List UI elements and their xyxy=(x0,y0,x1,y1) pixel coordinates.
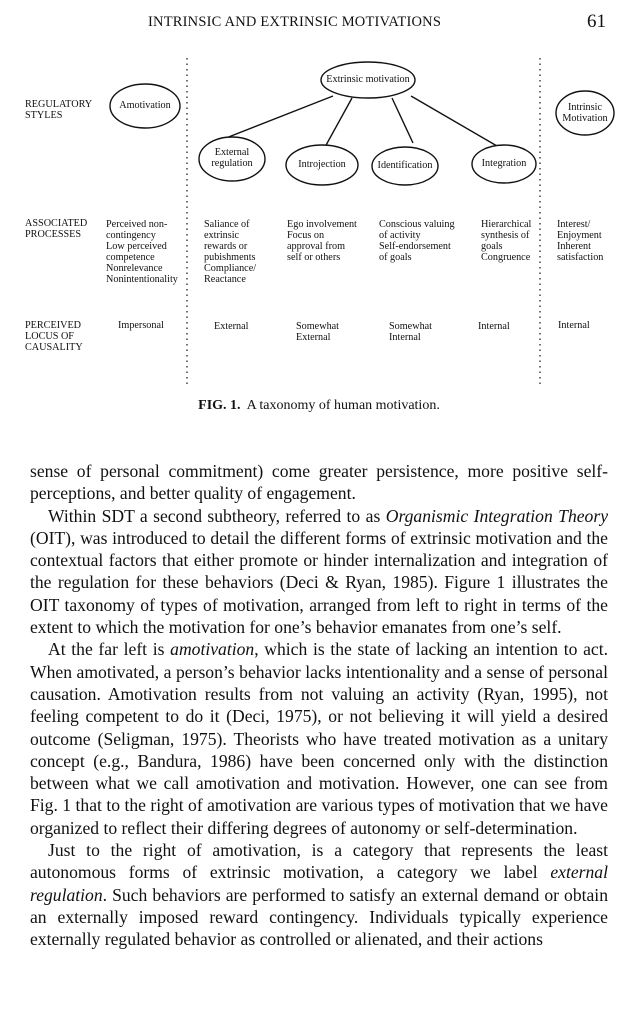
locus-amotivation: Impersonal xyxy=(118,320,164,331)
row-label-perceived-locus: PERCEIVED LOCUS OF CAUSALITY xyxy=(25,320,83,353)
node-external-label: External regulation xyxy=(211,147,253,169)
node-amotivation-label: Amotivation xyxy=(119,100,171,111)
paragraph-2-start: Within SDT a second subtheory, referred to as xyxy=(48,505,386,526)
paragraph-2 xyxy=(30,505,608,639)
paragraph-4-rest: . Such behaviors are performed to satisfy an external demand or obtain an externally imposed reward contingency. Individuals typically experience externally regulated behavior as controlled or alienated, and their actions xyxy=(30,884,608,950)
paragraph-3 xyxy=(30,638,608,839)
connector-identification xyxy=(392,98,413,143)
body-text xyxy=(30,460,608,951)
process-amotivation: Perceived non- contingency Low perceived competence Nonrelevance Nonintentionality xyxy=(106,219,178,285)
paragraph-2-rest: (OIT), was introduced to detail the different forms of extrinsic motivation and the contextual factors that either promote or hinder internalization and integration of the regulation for these behaviors (Deci & Ryan, 1985). Figure 1 illustrates the OIT taxonomy of types of motivation, arranged from left to right in terms of the extent to which the motivation for one’s behavior emanates from one’s self. xyxy=(30,527,608,638)
running-header xyxy=(0,11,638,38)
process-identification: Conscious valuing of activity Self-endorsement of goals xyxy=(379,219,455,263)
running-title: INTRINSIC AND EXTRINSIC MOTIVATIONS xyxy=(148,14,442,30)
figure-caption xyxy=(0,398,638,414)
locus-external: External xyxy=(214,321,249,332)
process-integration: Hierarchical synthesis of goals Congruence xyxy=(481,219,532,263)
paragraph-1: sense of personal commitment) come greater persistence, more positive self-perceptions, and better quality of engagement. xyxy=(30,461,608,504)
node-integration-label: Integration xyxy=(481,158,527,169)
paragraph-3-term: amotivation xyxy=(170,639,255,660)
node-identification-label: Identification xyxy=(377,160,433,171)
paragraph-3-start: At the far left is xyxy=(48,639,171,660)
process-introjection: Ego involvement Focus on approval from self or others xyxy=(287,219,357,263)
process-intrinsic: Interest/ Enjoyment Inherent satisfaction xyxy=(557,219,604,263)
connector-integration xyxy=(411,96,497,146)
node-extrinsic-label: Extrinsic motivation xyxy=(326,74,410,85)
row-label-associated-processes: ASSOCIATED PROCESSES xyxy=(25,218,88,240)
page-number: 61 xyxy=(587,11,606,32)
paragraph-4-start: Just to the right of amotivation, is a category that represents the least autonomous forms of extrinsic motivation, a category we label xyxy=(30,840,608,883)
paragraph-4 xyxy=(30,839,608,950)
locus-intrinsic: Internal xyxy=(558,320,590,331)
node-introjection-label: Introjection xyxy=(298,159,346,170)
paragraph-2-term: Organismic Integration Theory xyxy=(385,505,609,526)
node-intrinsic-label: Intrinsic Motivation xyxy=(562,102,608,124)
row-label-regulatory-styles: REGULATORY STYLES xyxy=(25,99,93,121)
figure-motivation-taxonomy xyxy=(0,40,638,392)
paragraph-3-rest: , which is the state of lacking an intention to act. When amotivated, a person’s behavior lacks intentionality and a sense of personal causation. Amotivation results from not valuing an activity (Ryan, 1995), not feeling competent to do it (Deci, 1975), or not believing it will yield a desired outcome (Seligman, 1975). Theorists who have treated motivation as a unitary concept (e.g., Bandura, 1986) have been concerned only with the distinction between what we call amotivation and motivation. However, one can see from Fig. 1 that to the right of amotivation are various types of motivation that we have organized to reflect their differing degrees of autonomy or self-determination. xyxy=(30,639,608,838)
locus-identification: Somewhat Internal xyxy=(389,321,433,343)
locus-integration: Internal xyxy=(478,321,510,332)
figure-caption-text: A taxonomy of human motivation. xyxy=(246,398,440,413)
figure-caption-label: FIG. 1. xyxy=(198,398,241,413)
paragraph-4-term: external regulation xyxy=(30,862,608,905)
process-external: Saliance of extrinsic rewards or pubishments Compliance/ Reactance xyxy=(204,219,257,285)
connector-external xyxy=(226,96,333,138)
locus-introjection: Somewhat External xyxy=(296,321,340,343)
connector-introjection xyxy=(325,98,352,147)
